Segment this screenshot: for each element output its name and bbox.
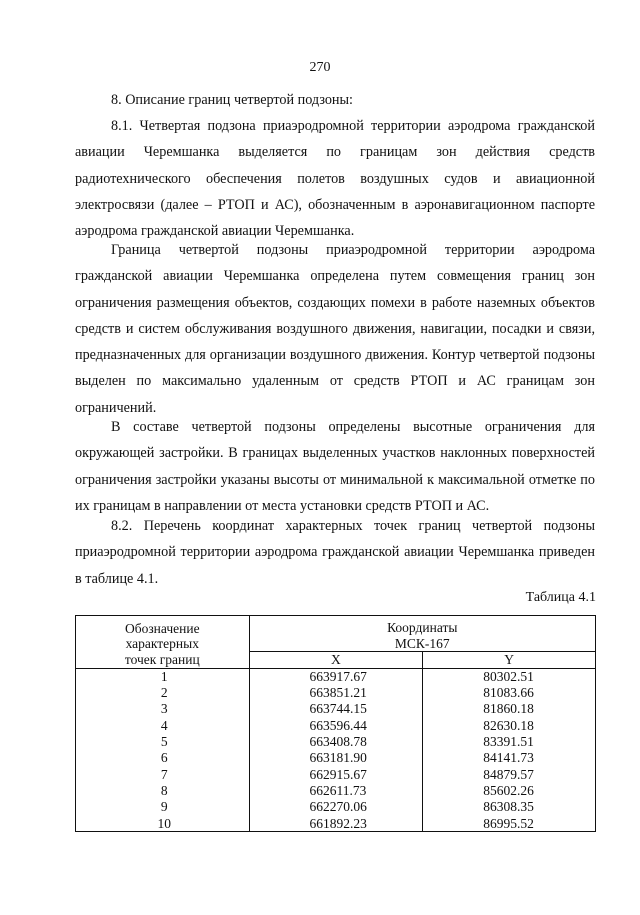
cell-point: 2 [76,685,250,701]
paragraph-border [75,237,595,421]
cell-y: 84879.57 [423,766,596,782]
page-number: 270 [309,60,331,75]
cell-y: 85602.26 [423,783,596,799]
cell-x: 662270.06 [249,799,423,815]
cell-y: 80302.51 [423,668,596,685]
text-line: ограничения размещения объектов, создающих помехи в работе наземных объектов [75,294,595,311]
table-row [76,815,596,832]
text-line: аэродрома гражданской авиации Черемшанка. [75,223,355,240]
header-points [76,616,250,669]
table-row [76,783,596,799]
table-row [76,750,596,766]
cell-y: 84141.73 [423,750,596,766]
paragraph-8-2 [75,513,595,592]
header-y: Y [423,652,596,669]
cell-point: 10 [76,815,250,832]
section-title [75,87,595,113]
cell-point: 9 [76,799,250,815]
cell-point: 3 [76,701,250,717]
cell-x: 661892.23 [249,815,423,832]
table-row [76,766,596,782]
cell-y: 86995.52 [423,815,596,832]
header-points-line: характерных [125,636,199,651]
table-row [76,799,596,815]
table-row [76,668,596,685]
header-coordinates-line: МСК-167 [394,635,450,651]
cell-y: 86308.35 [423,799,596,815]
cell-point: 7 [76,766,250,782]
header-points-line: Обозначение [124,620,200,636]
paragraph-heights [75,414,595,519]
text-line: ограничений. [75,399,157,416]
header-coordinates [249,616,595,652]
cell-x: 663181.90 [249,750,423,766]
text-line: их границам в направлении от места установки средств РТОП и АС. [75,497,490,514]
text-line: гражданской авиации Черемшанка определена путем совмещения границ зон [75,268,595,285]
header-points-line: точек границ [124,651,200,667]
cell-y: 81083.66 [423,685,596,701]
text-line: приаэродромной территории аэродрома гражданской авиации Черемшанка приведен [75,544,595,561]
cell-y: 83391.51 [423,734,596,750]
cell-x: 663408.78 [249,734,423,750]
text-line: ограничения застройки указаны высоты от минимальной к максимальной отметке по [75,471,595,488]
coordinates-table [75,615,596,832]
text-line: предназначенных для организации воздушного движения. Контур четвертой подзоны [75,347,595,364]
text-line: Граница четвертой подзоны приаэродромной территории аэродрома [111,242,595,258]
text-line: В составе четвертой подзоны определены высотные ограничения для [111,419,595,435]
cell-point: 5 [76,734,250,750]
table-row [76,685,596,701]
cell-x: 662611.73 [249,783,423,799]
cell-y: 82630.18 [423,717,596,733]
cell-point: 4 [76,717,250,733]
cell-point: 8 [76,783,250,799]
header-x: X [249,652,423,669]
cell-x: 663917.67 [249,668,423,685]
text-line: средств и систем обслуживания воздушного движения, навигации, посадки и связи, [75,320,595,337]
cell-point: 1 [76,668,250,685]
paragraph-8-1 [75,113,595,244]
text-line: 8.1. Четвертая подзона приаэродромной территории аэродрома гражданской [111,118,595,134]
text-line: авиации Черемшанка выделяется по границам зон действия средств [75,144,595,161]
cell-x: 662915.67 [249,766,423,782]
cell-x: 663744.15 [249,701,423,717]
cell-y: 81860.18 [423,701,596,717]
cell-x: 663596.44 [249,717,423,733]
text-line: выделен по максимально удаленным от средств РТОП и АС границам зон [75,373,595,390]
cell-x: 663851.21 [249,685,423,701]
table-caption: Таблица 4.1 [525,590,596,605]
text-line: окружающей застройки. В границах выделенных участков наклонных поверхностей [75,445,595,462]
header-coordinates-line: Координаты [387,620,458,635]
table-row [76,701,596,717]
table-row [76,717,596,733]
text-line: электросвязи (далее – РТОП и АС), обозначенным в аэронавигационном паспорте [75,196,595,213]
text-line: 8.2. Перечень координат характерных точек границ четвертой подзоны [111,518,595,534]
section-title-text: 8. Описание границ четвертой подзоны: [111,92,353,108]
text-line: радиотехнического обеспечения полетов воздушных судов и авиационной [75,170,595,187]
table-row [76,734,596,750]
cell-point: 6 [76,750,250,766]
text-line: в таблице 4.1. [75,570,159,587]
